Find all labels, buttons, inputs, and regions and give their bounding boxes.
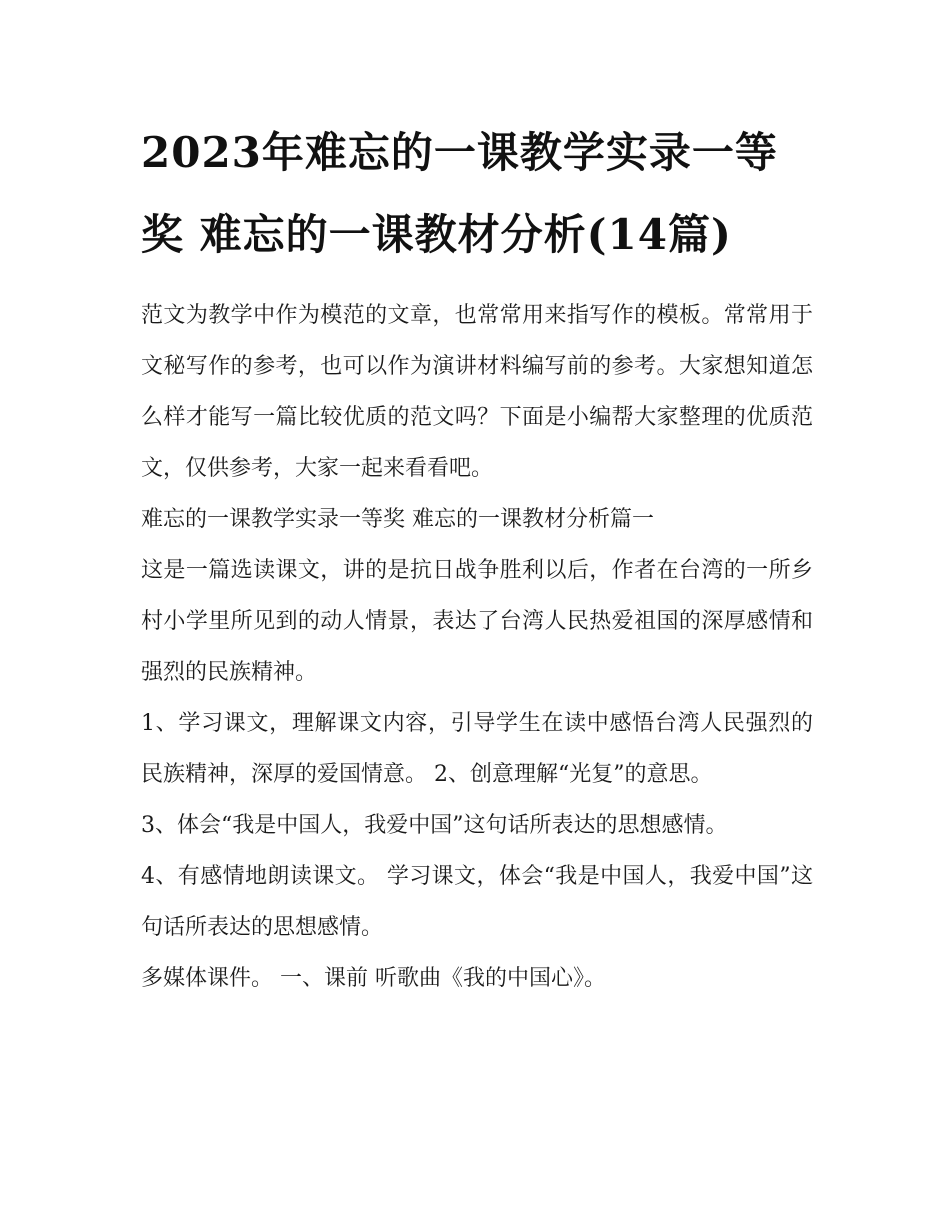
document-body <box>141 290 813 1004</box>
objective-item: 3、体会“我是中国人，我爱中国”这句话所表达的思想感情。 <box>141 813 728 838</box>
objective-item: 4、有感情地朗读课文。 学习课文，体会“我是中国人，我爱中国”这句话所表达的思想感情。 <box>141 864 813 940</box>
objective-item: 1、学习课文，理解课文内容，引导学生在读中感悟台湾人民强烈的民族精神，深厚的爱国情意。 2、创意理解“光复”的意思。 <box>141 711 813 787</box>
intro-paragraph: 范文为教学中作为模范的文章，也常常用来指写作的模板。常常用于文秘写作的参考，也可以作为演讲材料编写前的参考。大家想知道怎么样才能写一篇比较优质的范文吗？下面是小编帮大家整理的优质范文，仅供参考，大家一起来看看吧。 <box>141 303 813 481</box>
preparation-paragraph: 多媒体课件。 一、课前 听歌曲《我的中国心》。 <box>141 966 606 991</box>
document-page <box>141 112 813 1004</box>
document-title: 2023年难忘的一课教学实录一等奖 难忘的一课教材分析(14篇) <box>141 128 778 259</box>
body-paragraph: 这是一篇选读课文，讲的是抗日战争胜利以后，作者在台湾的一所乡村小学里所见到的动人情景，表达了台湾人民热爱祖国的深厚感情和强烈的民族精神。 <box>141 558 813 685</box>
section-heading: 难忘的一课教学实录一等奖 难忘的一课教材分析篇一 <box>141 507 654 532</box>
